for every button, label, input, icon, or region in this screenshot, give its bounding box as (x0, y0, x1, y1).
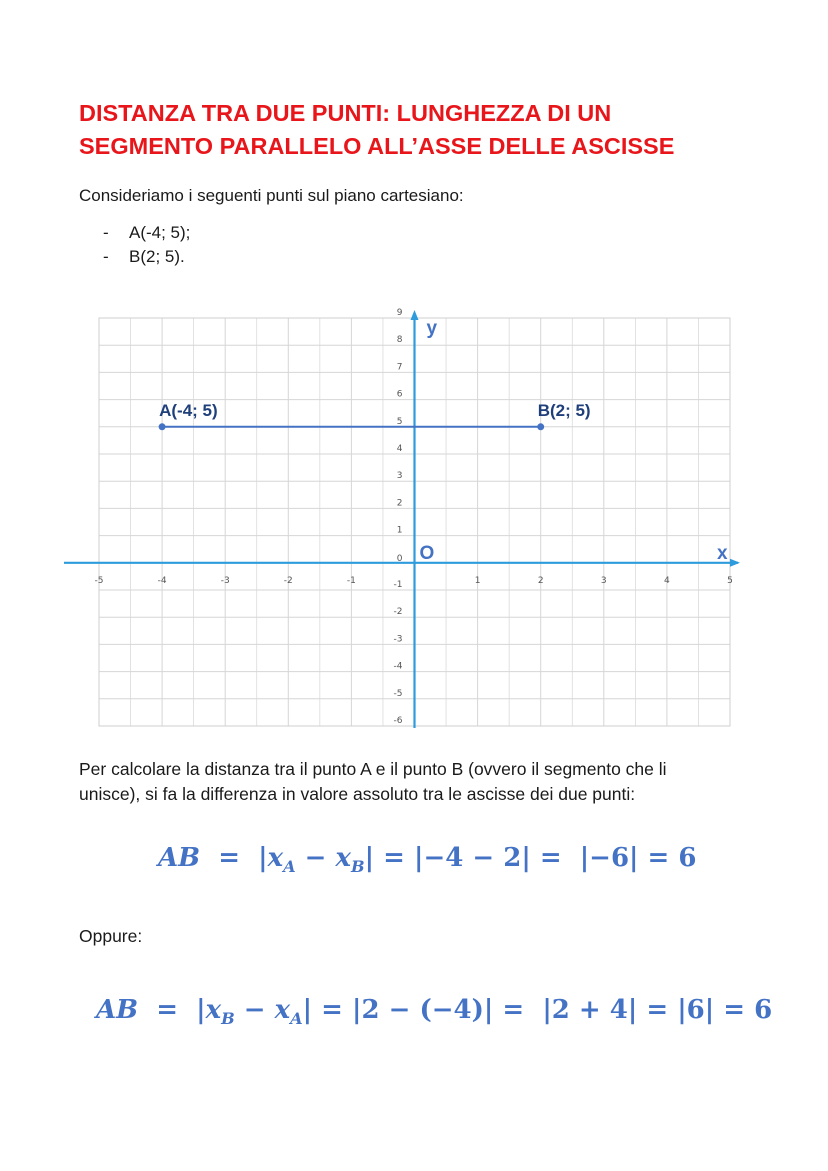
y-tick-label: 6 (396, 389, 403, 400)
list-bullet: - (103, 223, 109, 242)
y-tick-label: 3 (396, 471, 403, 482)
title-line-2: SEGMENTO PARALLELO ALL’ASSE DELLE ASCISSE (79, 133, 675, 159)
explanation-line-1: Per calcolare la distanza tra il punto A e il punto B (ovvero il segmento che li (79, 759, 667, 779)
point-a-text: A(-4; 5); (129, 223, 191, 242)
x-tick-label: 4 (664, 575, 670, 586)
x-tick-label: 3 (600, 575, 607, 586)
x-axis-label: x (717, 542, 728, 564)
y-tick-label: 2 (396, 498, 403, 509)
list-item (103, 245, 190, 269)
point-b-label: B(2; 5) (537, 400, 591, 420)
x-tick-label: -3 (220, 575, 230, 586)
y-tick-label: 5 (396, 416, 403, 427)
explanation-text (79, 757, 769, 807)
formula-2: AB = $|x_B - x_A| = |2 - (-4)| = |2 + 4| = |6| = 6$ (96, 995, 773, 1029)
x-axis-arrow (730, 559, 740, 567)
origin-label: O (419, 542, 435, 564)
y-tick-label: 8 (396, 335, 403, 346)
y-tick-label: 0 (396, 553, 403, 564)
page-title (79, 97, 779, 163)
point-b-marker (537, 423, 544, 430)
y-tick-label: -2 (393, 607, 403, 618)
y-tick-label: 4 (396, 444, 403, 454)
y-tick-label: 1 (396, 525, 403, 536)
cartesian-plane (0, 300, 828, 740)
y-axis-arrow (411, 310, 419, 320)
x-tick-label: 1 (474, 575, 481, 586)
y-tick-label: -6 (393, 716, 403, 726)
point-b-text: B(2; 5). (129, 247, 185, 266)
x-tick-label: 2 (537, 575, 544, 586)
y-tick-label: 7 (396, 362, 403, 373)
y-axis-label: y (426, 318, 438, 339)
y-tick-label: -1 (393, 580, 403, 590)
x-tick-label: -4 (157, 575, 167, 586)
oppure-text: Oppure: (79, 926, 143, 946)
points-list (103, 221, 190, 269)
intro-text: Consideriamo i seguenti punti sul piano cartesiano: (79, 186, 464, 205)
list-item (103, 221, 190, 245)
x-tick-label: 5 (727, 575, 733, 586)
formula-1: AB = $|x_A - x_B| = |-4 - 2| = |-6| = 6$ (158, 843, 697, 877)
y-tick-label: 9 (396, 308, 403, 318)
x-tick-label: -1 (346, 575, 356, 586)
explanation-line-2: unisce), si fa la differenza in valore assoluto tra le ascisse dei due punti: (79, 784, 636, 804)
list-bullet: - (103, 247, 109, 266)
y-tick-label: -4 (393, 661, 403, 672)
y-tick-label: -3 (393, 634, 403, 645)
point-a-label: A(-4; 5) (159, 400, 218, 420)
y-tick-label: -5 (393, 688, 403, 699)
x-tick-label: -5 (94, 575, 104, 586)
title-line-1: DISTANZA TRA DUE PUNTI: LUNGHEZZA DI UN (79, 100, 612, 126)
point-a-marker (159, 423, 166, 430)
x-tick-label: -2 (283, 575, 293, 586)
